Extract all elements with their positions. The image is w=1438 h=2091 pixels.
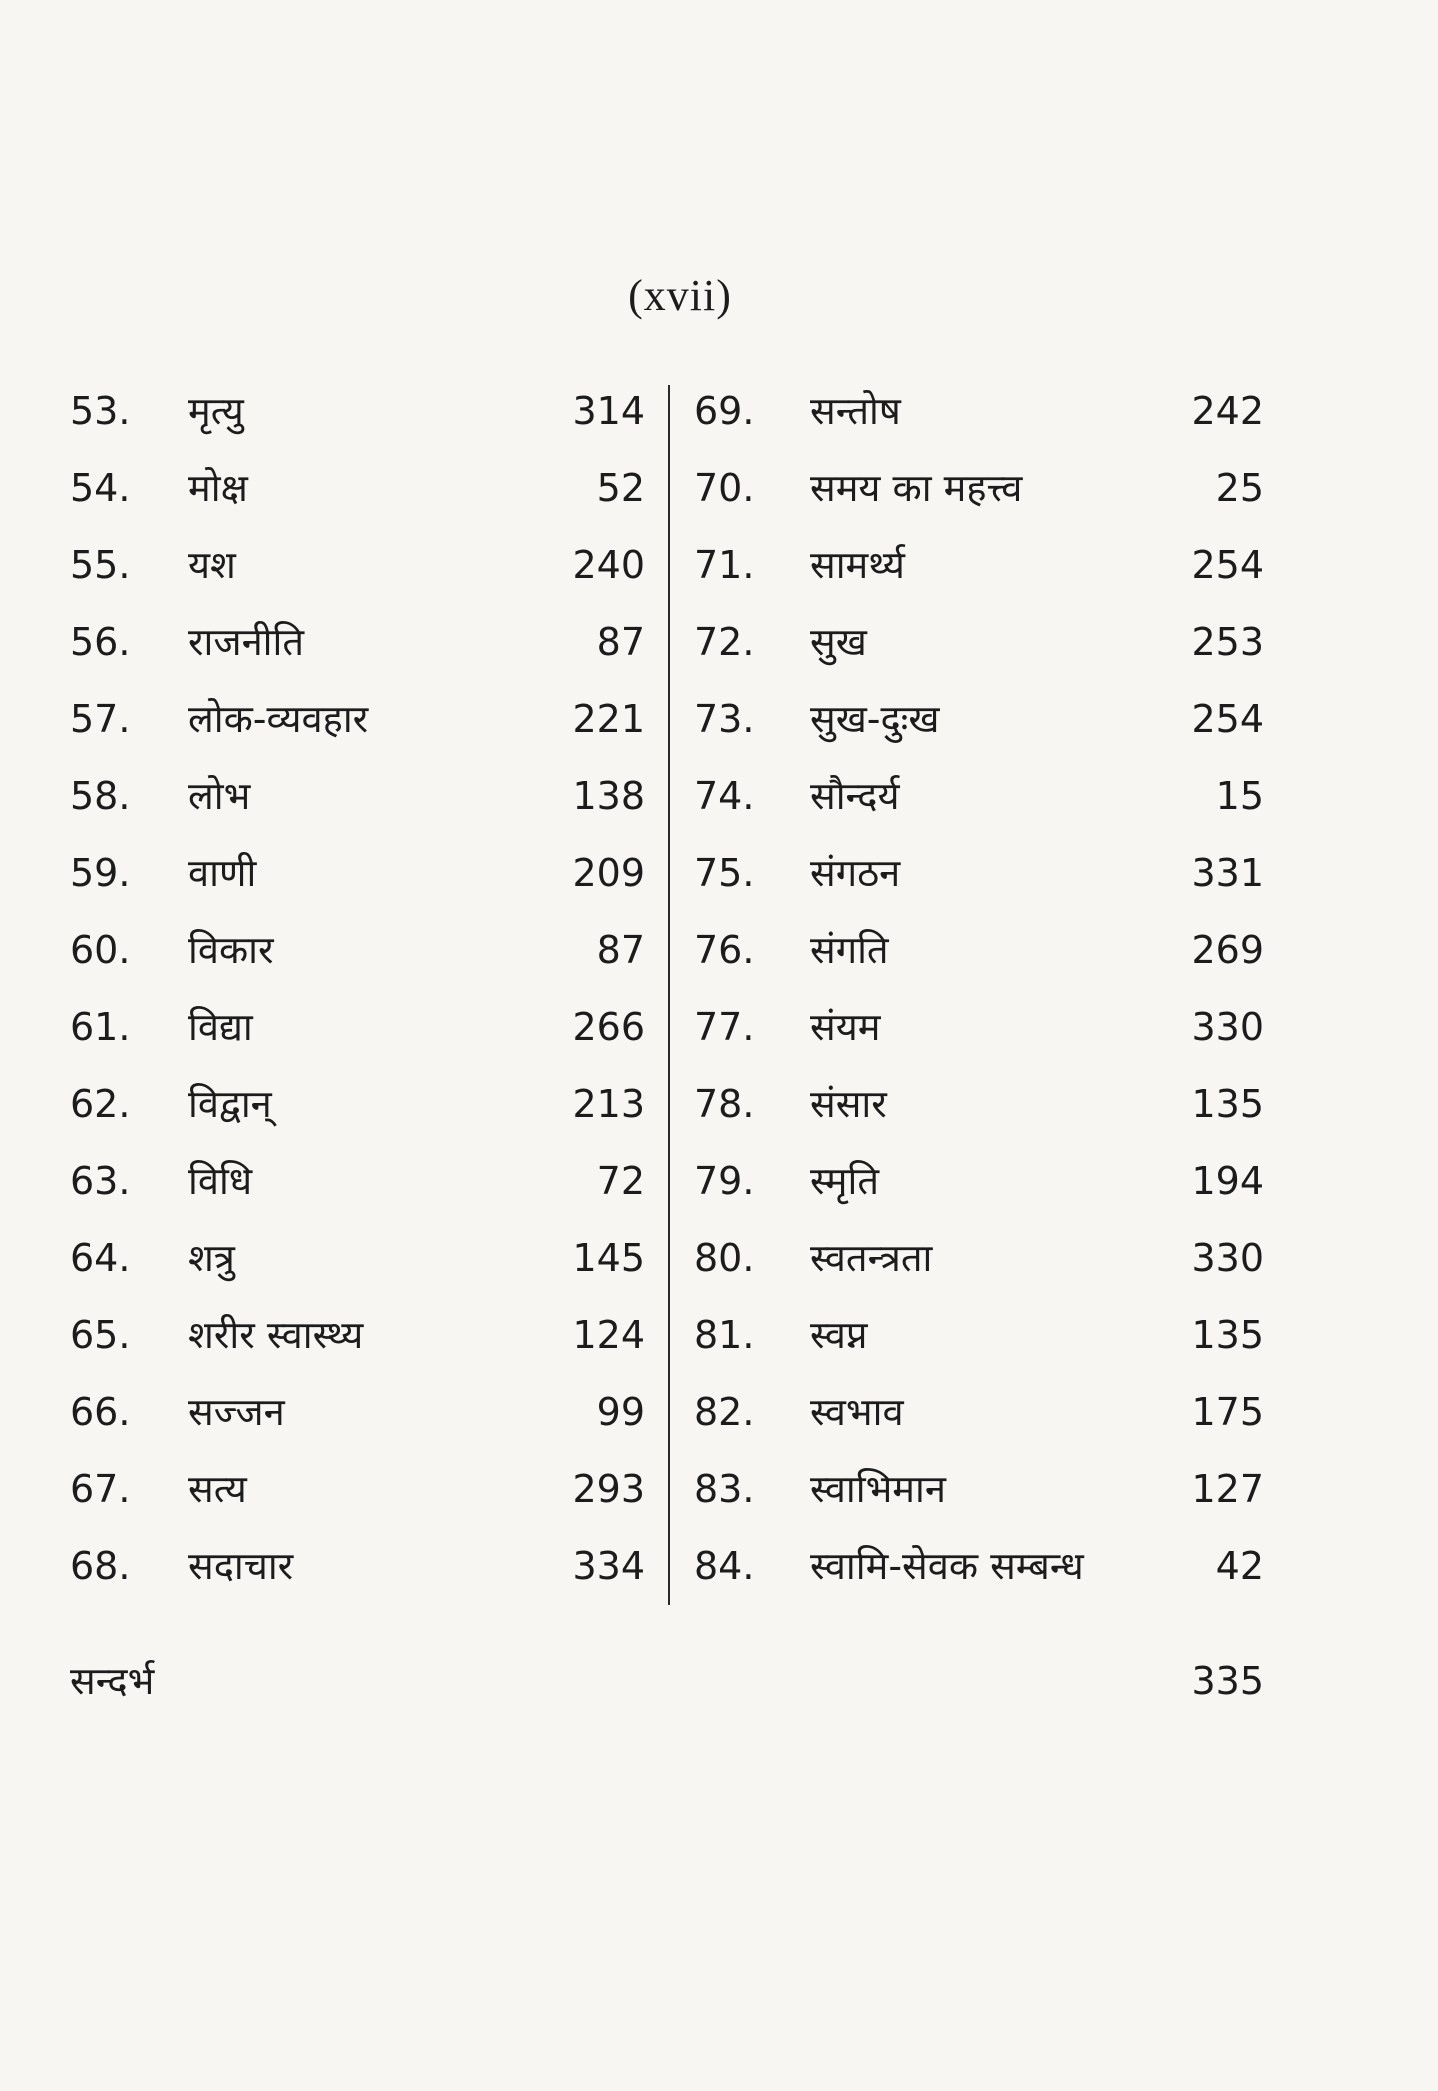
- entry-title: स्वाभिमान: [810, 1467, 946, 1511]
- entry-page: 254: [1191, 543, 1264, 587]
- entry-page: 138: [572, 774, 645, 818]
- entry-number: 59.: [70, 851, 131, 895]
- entry-page: 269: [1191, 928, 1264, 972]
- entry-number: 82.: [694, 1390, 755, 1434]
- entry-page: 175: [1191, 1390, 1264, 1434]
- entry-title: शरीर स्वास्थ्य: [188, 1313, 364, 1357]
- entry-number: 56.: [70, 620, 131, 664]
- entry-title: यश: [188, 543, 236, 587]
- toc-entry: [694, 539, 1264, 616]
- toc-left-column: [70, 385, 645, 1617]
- toc-entry: [70, 1232, 645, 1309]
- toc-entry: [694, 1386, 1264, 1463]
- entry-page: 330: [1191, 1005, 1264, 1049]
- entry-page: 209: [572, 851, 645, 895]
- entry-number: 55.: [70, 543, 131, 587]
- toc-entry: [694, 616, 1264, 693]
- entry-page: 314: [572, 389, 645, 433]
- entry-title: सदाचार: [188, 1544, 294, 1588]
- entry-title: वाणी: [188, 851, 257, 895]
- toc-entry: [694, 1078, 1264, 1155]
- entry-title: स्वतन्त्रता: [810, 1236, 933, 1280]
- entry-number: 72.: [694, 620, 755, 664]
- toc-entry: [694, 1232, 1264, 1309]
- toc-entry: [70, 1540, 645, 1617]
- entry-number: 75.: [694, 851, 755, 895]
- toc-entry: [694, 462, 1264, 539]
- entry-page: 221: [572, 697, 645, 741]
- toc-entry: [70, 616, 645, 693]
- entry-number: 64.: [70, 1236, 131, 1280]
- entry-title: लोक-व्यवहार: [188, 697, 369, 741]
- entry-page: 293: [572, 1467, 645, 1511]
- toc-entry: [70, 1309, 645, 1386]
- entry-title: स्वप्न: [810, 1313, 868, 1357]
- entry-number: 68.: [70, 1544, 131, 1588]
- toc-entry: [70, 462, 645, 539]
- entry-number: 66.: [70, 1390, 131, 1434]
- entry-page: 145: [572, 1236, 645, 1280]
- entry-number: 71.: [694, 543, 755, 587]
- entry-title: शत्रु: [188, 1236, 235, 1280]
- toc-entry: [694, 770, 1264, 847]
- entry-page: 242: [1191, 389, 1264, 433]
- entry-number: 84.: [694, 1544, 755, 1588]
- toc-entry: [70, 1155, 645, 1232]
- entry-title: सुख-दुःख: [810, 697, 940, 741]
- toc-entry: [694, 847, 1264, 924]
- entry-number: 74.: [694, 774, 755, 818]
- toc-entry: [70, 1001, 645, 1078]
- entry-page: 15: [1215, 774, 1264, 818]
- toc-entry: [694, 1309, 1264, 1386]
- entry-title: संगति: [810, 928, 889, 972]
- entry-page: 135: [1191, 1313, 1264, 1357]
- toc-entry: [694, 385, 1264, 462]
- entry-title: संगठन: [810, 851, 901, 895]
- toc-entry: [694, 1463, 1264, 1540]
- entry-title: संयम: [810, 1005, 881, 1049]
- entry-title: समय का महत्त्व: [810, 466, 1023, 510]
- toc-entry: [70, 770, 645, 847]
- entry-number: 76.: [694, 928, 755, 972]
- entry-page: 99: [596, 1390, 645, 1434]
- toc-entry: [70, 1078, 645, 1155]
- entry-page: 72: [596, 1159, 645, 1203]
- toc-right-column: [694, 385, 1264, 1617]
- entry-title: विद्या: [188, 1005, 253, 1049]
- entry-number: 83.: [694, 1467, 755, 1511]
- entry-page: 213: [572, 1082, 645, 1126]
- entry-title: स्वभाव: [810, 1390, 904, 1434]
- entry-title: राजनीति: [188, 620, 305, 664]
- page-number: (xvii): [628, 271, 732, 320]
- entry-number: 57.: [70, 697, 131, 741]
- entry-title: स्मृति: [810, 1159, 880, 1203]
- entry-number: 65.: [70, 1313, 131, 1357]
- toc-entry: [70, 693, 645, 770]
- entry-title: विद्वान्: [188, 1082, 272, 1126]
- entry-title: संसार: [810, 1082, 887, 1126]
- entry-number: 73.: [694, 697, 755, 741]
- entry-title: सामर्थ्य: [810, 543, 905, 587]
- entry-page: 87: [596, 620, 645, 664]
- entry-page: 240: [572, 543, 645, 587]
- entry-number: 62.: [70, 1082, 131, 1126]
- toc-entry: [694, 693, 1264, 770]
- entry-number: 54.: [70, 466, 131, 510]
- entry-page: 124: [572, 1313, 645, 1357]
- toc-entry: [70, 1386, 645, 1463]
- entry-page: 42: [1215, 1544, 1264, 1588]
- entry-title: सौन्दर्य: [810, 774, 900, 818]
- entry-number: 78.: [694, 1082, 755, 1126]
- entry-number: 61.: [70, 1005, 131, 1049]
- entry-page: 334: [572, 1544, 645, 1588]
- entry-number: 63.: [70, 1159, 131, 1203]
- toc-entry: [694, 1155, 1264, 1232]
- entry-page: 331: [1191, 851, 1264, 895]
- entry-page: 254: [1191, 697, 1264, 741]
- entry-number: 69.: [694, 389, 755, 433]
- entry-page: 253: [1191, 620, 1264, 664]
- toc-entry: [70, 385, 645, 462]
- entry-title: स्वामि-सेवक सम्बन्ध: [810, 1544, 1084, 1588]
- entry-title: मृत्यु: [188, 389, 244, 433]
- entry-title: विधि: [188, 1159, 253, 1203]
- entry-title: सन्तोष: [810, 389, 901, 433]
- entry-title: सुख: [810, 620, 867, 664]
- entry-number: 77.: [694, 1005, 755, 1049]
- entry-number: 53.: [70, 389, 131, 433]
- entry-number: 70.: [694, 466, 755, 510]
- entry-page: 87: [596, 928, 645, 972]
- entry-page: 52: [596, 466, 645, 510]
- references-page: 335: [1191, 1659, 1264, 1703]
- entry-title: विकार: [188, 928, 274, 972]
- toc-entry: [694, 1001, 1264, 1078]
- entry-title: सज्जन: [188, 1390, 285, 1434]
- entry-page: 194: [1191, 1159, 1264, 1203]
- toc-entry: [694, 1540, 1264, 1617]
- entry-page: 25: [1215, 466, 1264, 510]
- entry-number: 58.: [70, 774, 131, 818]
- entry-number: 81.: [694, 1313, 755, 1357]
- column-divider: [668, 385, 670, 1605]
- entry-number: 79.: [694, 1159, 755, 1203]
- entry-number: 67.: [70, 1467, 131, 1511]
- entry-page: 135: [1191, 1082, 1264, 1126]
- toc-entry: [70, 539, 645, 616]
- entry-page: 127: [1191, 1467, 1264, 1511]
- entry-title: लोभ: [188, 774, 251, 818]
- entry-number: 80.: [694, 1236, 755, 1280]
- entry-title: सत्य: [188, 1467, 247, 1511]
- toc-entry: [70, 847, 645, 924]
- entry-title: मोक्ष: [188, 466, 248, 510]
- references-title: सन्दर्भ: [70, 1659, 155, 1703]
- toc-entry: [70, 1463, 645, 1540]
- toc-entry: [70, 924, 645, 1001]
- toc-entry: [694, 924, 1264, 1001]
- entry-page: 266: [572, 1005, 645, 1049]
- entry-number: 60.: [70, 928, 131, 972]
- entry-page: 330: [1191, 1236, 1264, 1280]
